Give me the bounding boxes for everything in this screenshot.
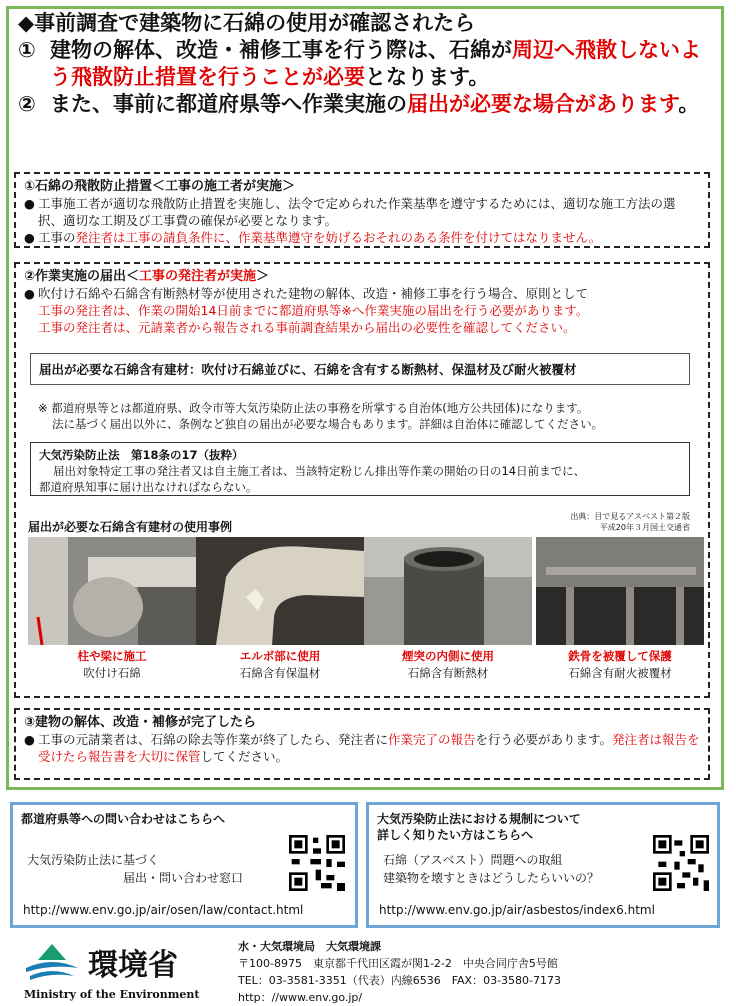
footer-tel: TEL：03-3581-3351（代表）内線6536 FAX：03-3580-7173 — [238, 974, 562, 987]
bullet-icon: ● — [24, 286, 35, 301]
ministry-name-ja: 環境省 — [88, 948, 178, 983]
bullet-text: してください。 — [200, 749, 289, 764]
contact-url-link[interactable]: http://www.env.go.jp/air/asbestos/index6.html — [379, 903, 655, 917]
source-line: 平成20年３月国土交通省 — [599, 523, 690, 532]
caption-material: 石綿含有耐火被覆材 — [568, 666, 672, 680]
photo-caption — [364, 648, 532, 682]
bullet-highlight: 工事の発注者は — [38, 320, 126, 335]
contact-regulation-info — [366, 802, 720, 928]
examples-title: 届出が必要な石綿含有建材の使用事例 — [28, 520, 233, 534]
caption-usage: 柱や梁に施工 — [77, 649, 147, 663]
point-text: となります。 — [365, 65, 490, 89]
bullet-text: 吹付け石綿や石綿含有断熱材等が使用された建物の解体、改造・補修工事を行う場合、原則として — [38, 286, 589, 301]
bullet — [24, 229, 700, 246]
point-number: ② — [18, 92, 36, 116]
qr-code-icon[interactable] — [653, 835, 709, 891]
caption-material: 吹付け石綿 — [83, 666, 141, 680]
footer-address: 〒100-8975 東京都千代田区霞が関1-2-2 中央合同庁舎5号館 — [238, 957, 558, 970]
qr-code-icon[interactable] — [289, 835, 345, 891]
law-excerpt — [30, 442, 690, 496]
bullet-icon: ● — [24, 732, 35, 747]
bullet-highlight: 発注者は工事の請負条件に、作業基準遵守を妨げるおそれのある条件を付けてはなりません。 — [75, 230, 602, 245]
bullet-text: 工事の — [38, 230, 76, 245]
bullet-highlight: 発注者は報告を受けたら報告書を大切に保管 — [38, 732, 700, 764]
photo-chimney-insulation — [364, 537, 532, 645]
section-completion — [14, 708, 710, 780]
bullet-text: 、元請業者から報告される事前調査結果から — [125, 320, 376, 335]
bullet-icon: ● — [24, 196, 35, 211]
section-title: ①石綿の飛散防止措置＜工事の施工者が実施＞ — [24, 179, 296, 194]
bullet — [24, 285, 700, 302]
caption-material: 石綿含有断熱材 — [407, 666, 489, 680]
contact-line: 届出・問い合わせ窓口 — [123, 871, 244, 885]
title-part: ＞ — [256, 269, 270, 284]
bullet-highlight: 作業完了の報告 — [388, 732, 476, 747]
point-text: 。 — [678, 92, 700, 116]
law-title: 大気汚染防止法 第18条の17（抜粋） — [39, 448, 244, 462]
section-title: ③建物の解体、改造・補修が完了したら — [24, 715, 257, 730]
bullet-icon: ● — [24, 230, 35, 245]
note-line: 法に基づく届出以外に、条例など独自の届出が必要な場合もあります。詳細は自治体に確認してください。 — [52, 417, 604, 431]
headline-point-1 — [18, 37, 718, 91]
bullet-continued — [24, 319, 700, 336]
photo-sprayed-asbestos — [28, 537, 196, 645]
photo-caption — [196, 648, 364, 682]
contact-title: 都道府県等への問い合わせはこちらへ — [21, 812, 226, 826]
law-line: 届出対象特定工事の発注者又は自主施工者は、当該特定粉じん排出等作業の開始の日の14日前までに、 — [53, 464, 586, 478]
caption-usage: 煙突の内側に使用 — [402, 649, 494, 663]
caption-usage: エルボ部に使用 — [239, 649, 321, 663]
ministry-name-en: Ministry of the Environment — [24, 988, 200, 1001]
section-title — [24, 268, 700, 285]
contact-line: 石綿（アスベスト）問題への取組 — [383, 853, 563, 867]
bullet-text: 工事施工者が適切な飛散防止措置を実施し、法令で定められた作業基準を遵守するためには、適切な施工方法の選択、適切な工期及び工事費の確保が必要となります。 — [38, 196, 676, 228]
prefecture-note — [38, 400, 698, 432]
photo-caption — [536, 648, 704, 682]
bullet-text: 工事の元請業者は、石綿の除去等作業が終了したら、発注者に — [38, 732, 389, 747]
law-line: 都道府県知事に届け出なければならない。 — [39, 480, 258, 494]
point-highlight: 周辺へ飛散しないよう飛散防止措置を行うことが必要 — [50, 38, 701, 89]
footer-dept: 水・大気環境局 大気環境課 — [238, 940, 381, 953]
headline-point-2 — [18, 91, 718, 118]
contact-prefecture — [10, 802, 358, 928]
footer-contact — [238, 938, 561, 1006]
caption-material: 石綿含有保温材 — [239, 666, 321, 680]
bullet-highlight: 届出の必要性を確認してください。 — [375, 320, 576, 335]
point-highlight: 届出が必要な場合があります — [407, 92, 679, 116]
bullet-highlight: 工事の発注者は、作業の開始14日前までに都道府県等※へ作業実施の届出を行う必要があります。 — [38, 303, 589, 318]
photo-source — [540, 511, 690, 533]
photo-caption — [28, 648, 196, 682]
ministry-logo — [24, 940, 214, 1000]
contact-line: 建築物を壊すときはどうしたらいいの？ — [383, 871, 600, 885]
point-text: 建物の解体、改造・補修工事を行う際は、石綿が — [50, 38, 512, 62]
title-line: 大気汚染防止法における規制について — [377, 812, 581, 826]
point-text: また、事前に都道府県等へ作業実施の — [50, 92, 407, 116]
footer-url-link[interactable]: http：//www.env.go.jp/ — [238, 991, 363, 1004]
required-materials: 届出が必要な石綿含有建材：吹付け石綿並びに、石綿を含有する断熱材、保温材及び耐火被覆材 — [30, 353, 690, 385]
note-line: ※ 都道府県等とは都道府県、政令市等大気汚染防止法の事務を所掌する自治体(地方公共団体)になります。 — [38, 401, 589, 415]
source-line: 出典：目で見るアスベスト第２版 — [570, 512, 690, 521]
contact-title — [377, 811, 581, 843]
bullet — [24, 731, 700, 765]
section-dispersion-prevention — [14, 172, 710, 248]
bullet-text: を行う必要があります。 — [475, 732, 613, 747]
point-number: ① — [18, 38, 36, 62]
title-part: ②作業実施の届出＜ — [24, 269, 140, 284]
bullet — [24, 195, 700, 229]
ministry-emblem-icon — [24, 942, 80, 986]
headline-title: ◆事前調査で建築物に石綿の使用が確認されたら — [18, 11, 476, 35]
photo-elbow-insulation — [196, 537, 364, 645]
photo-fireproof-coating — [536, 537, 704, 645]
title-line: 詳しく知りたい方はこちらへ — [377, 828, 534, 842]
contact-line: 大気汚染防止法に基づく — [27, 853, 160, 867]
contact-url-link[interactable]: http://www.env.go.jp/air/osen/law/contact.html — [23, 903, 304, 917]
headline — [18, 10, 718, 118]
caption-usage: 鉄骨を被覆して保護 — [568, 649, 672, 663]
title-highlight: 工事の発注者が実施 — [139, 269, 257, 284]
